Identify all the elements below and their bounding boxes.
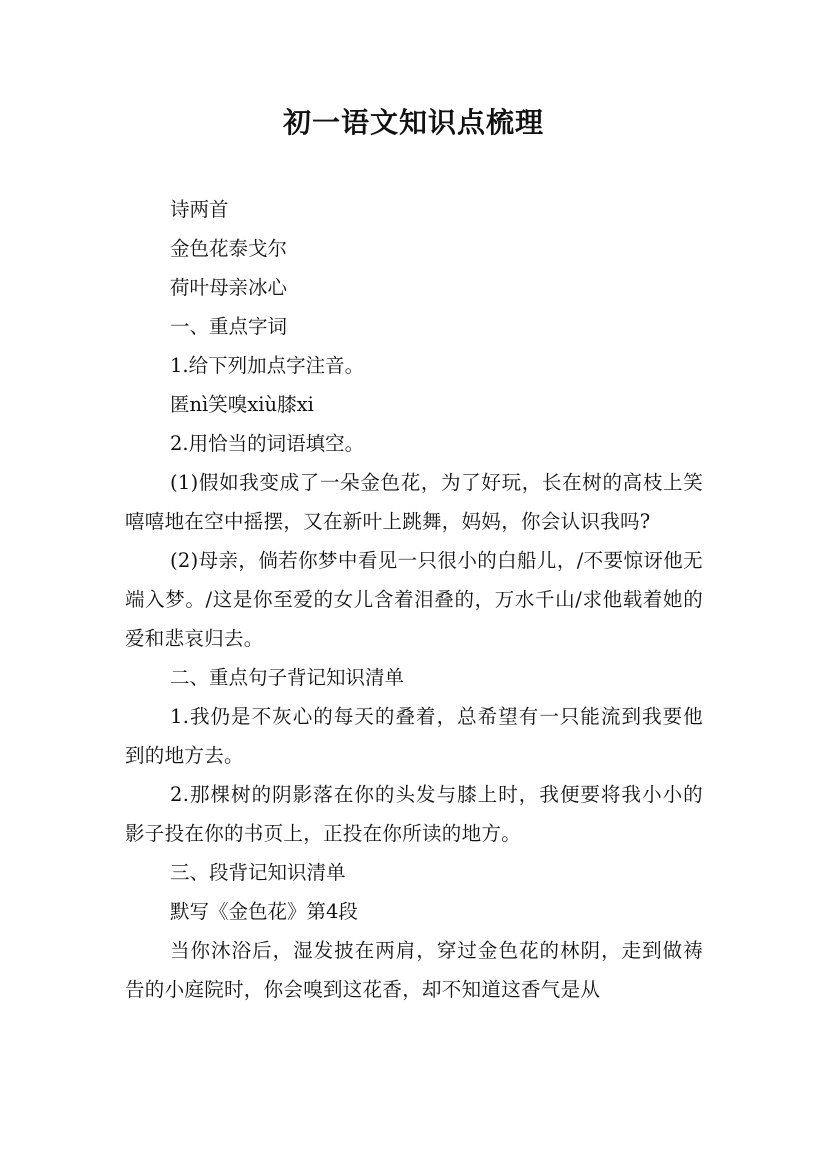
- section-heading-paragraph-recitation: 三、段背记知识清单: [170, 861, 346, 884]
- question-fill-blank: 2.用恰当的词语填空。: [170, 432, 365, 455]
- paragraph-sentence-1: 1.我仍是不灰心的每天的叠着，总希望有一只能流到我要他到的地方去。: [125, 705, 703, 767]
- pinyin-answers: 匿nì笑嗅xiù膝xi: [170, 393, 314, 416]
- paragraph-golden-flower-quote: (1)假如我变成了一朵金色花，为了好玩，长在树的高枝上笑嘻嘻地在空中摇摆，又在新叶上跳舞，妈妈，你会认识我吗?: [125, 471, 703, 533]
- line-dictation-task: 默写《金色花》第4段: [170, 900, 358, 923]
- section-heading-key-words: 一、重点字词: [170, 315, 288, 338]
- paragraph-dictation-text: 当你沐浴后，湿发披在两肩，穿过金色花的林阴，走到做祷告的小庭院时，你会嗅到这花香，却不知道这香气是从: [125, 939, 703, 1001]
- question-pinyin: 1.给下列加点字注音。: [170, 354, 365, 377]
- line-lotus-leaf: 荷叶母亲冰心: [170, 276, 288, 299]
- document-body: [125, 190, 703, 1009]
- paragraph-sentence-2: 2.那棵树的阴影落在你的头发与膝上时，我便要将我小小的影子投在你的书页上，正投在你所读的地方。: [125, 783, 703, 845]
- line-golden-flower: 金色花泰戈尔: [170, 237, 288, 260]
- paragraph-white-boat-quote: (2)母亲，倘若你梦中看见一只很小的白船儿，/不要惊讶他无端入梦。/这是你至爱的女儿含着泪叠的，万水千山/求他载着她的爱和悲哀归去。: [125, 549, 703, 650]
- line-poems-two: 诗两首: [170, 198, 229, 221]
- document-title: 初一语文知识点梳理: [282, 106, 544, 139]
- section-heading-key-sentences: 二、重点句子背记知识清单: [170, 666, 405, 689]
